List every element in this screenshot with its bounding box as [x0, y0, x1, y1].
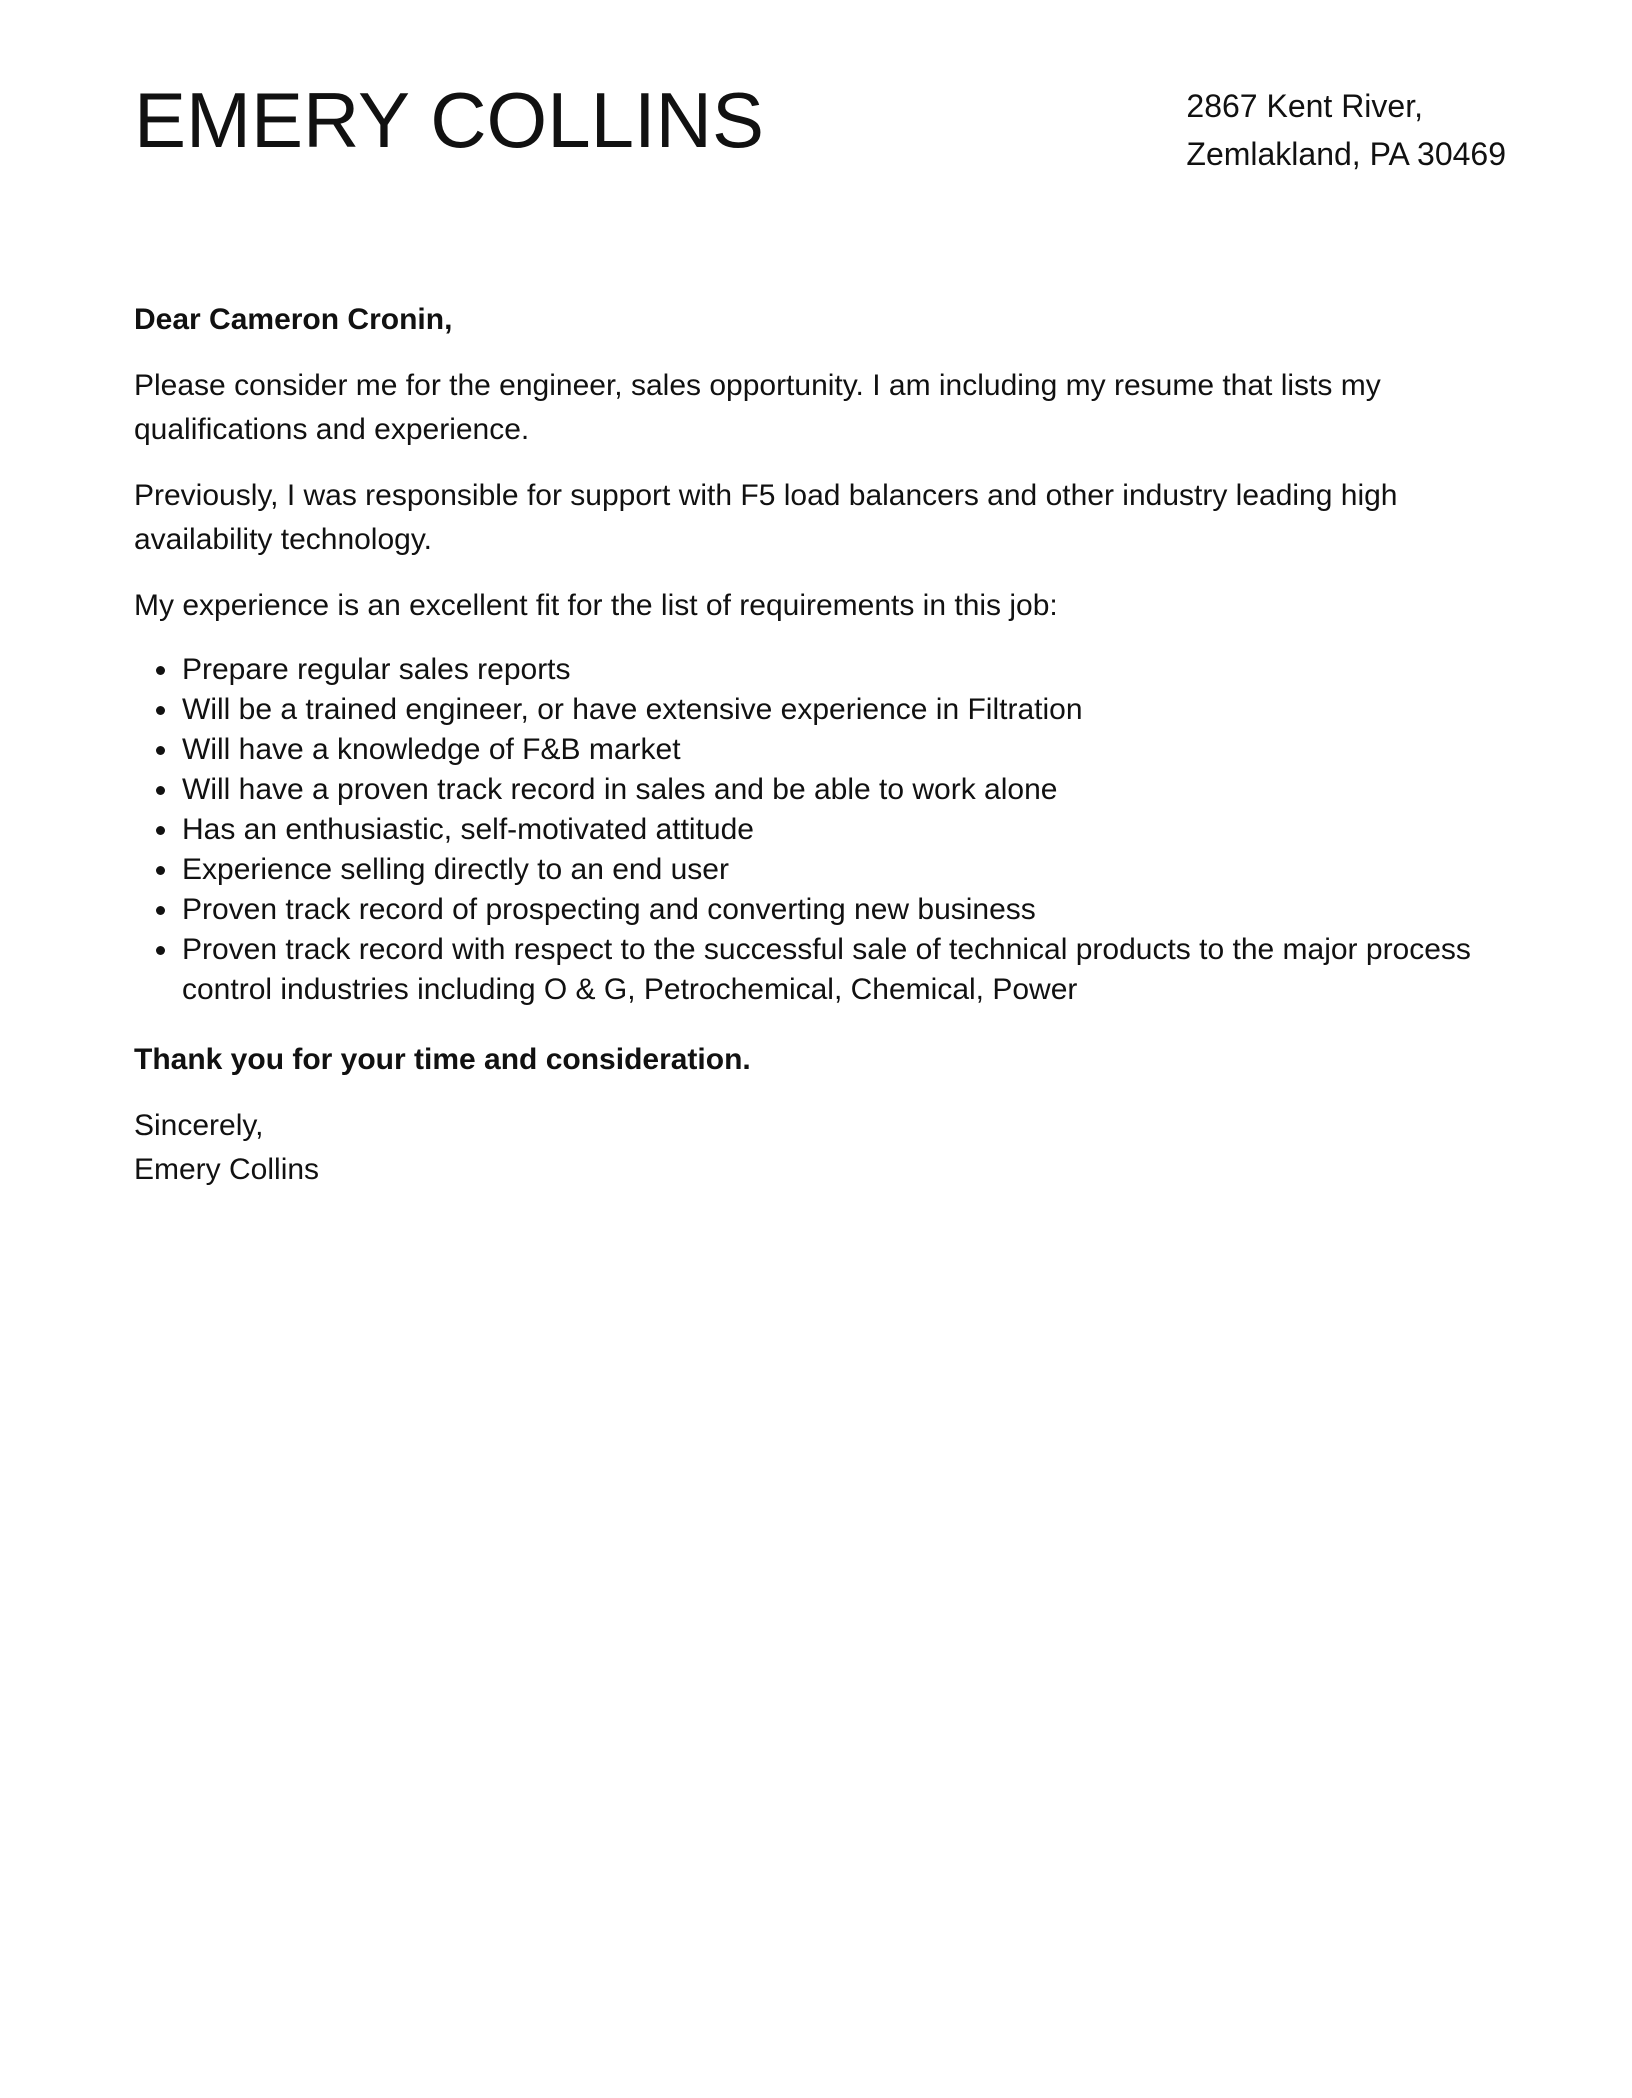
- letter-header: [134, 74, 1506, 194]
- requirements-list: [134, 650, 1506, 1010]
- closing-line: Thank you for your time and consideration.: [134, 1043, 751, 1076]
- list-item: Will be a trained engineer, or have extensive experience in Filtration: [182, 690, 1506, 730]
- list-item: Prepare regular sales reports: [182, 650, 1506, 690]
- salutation: Dear Cameron Cronin,: [134, 303, 453, 336]
- list-item: Has an enthusiastic, self-motivated attitude: [182, 810, 1506, 850]
- sender-address: [1186, 82, 1506, 178]
- letter-body: [134, 298, 1506, 1192]
- requirements-intro: My experience is an excellent fit for the list of requirements in this job:: [134, 589, 1058, 622]
- list-item: Proven track record of prospecting and converting new business: [182, 890, 1506, 930]
- intro-paragraph: Please consider me for the engineer, sales opportunity. I am including my resume that lists my qualifications and experience.: [134, 369, 1381, 446]
- experience-paragraph: Previously, I was responsible for support with F5 load balancers and other industry leading high availability technology.: [134, 479, 1398, 556]
- signature-name: Emery Collins: [134, 1153, 320, 1186]
- list-item: Experience selling directly to an end user: [182, 850, 1506, 890]
- list-item: Will have a knowledge of F&B market: [182, 730, 1506, 770]
- sender-name: EMERY COLLINS: [134, 76, 765, 164]
- list-item: Will have a proven track record in sales and be able to work alone: [182, 770, 1506, 810]
- list-item: Proven track record with respect to the successful sale of technical products to the major process control industries including O & G, Petrochemical, Chemical, Power: [182, 930, 1506, 1010]
- address-line-city: Zemlakland, PA 30469: [1186, 136, 1506, 172]
- signoff: Sincerely,: [134, 1109, 264, 1142]
- address-line-street: 2867 Kent River,: [1186, 88, 1423, 124]
